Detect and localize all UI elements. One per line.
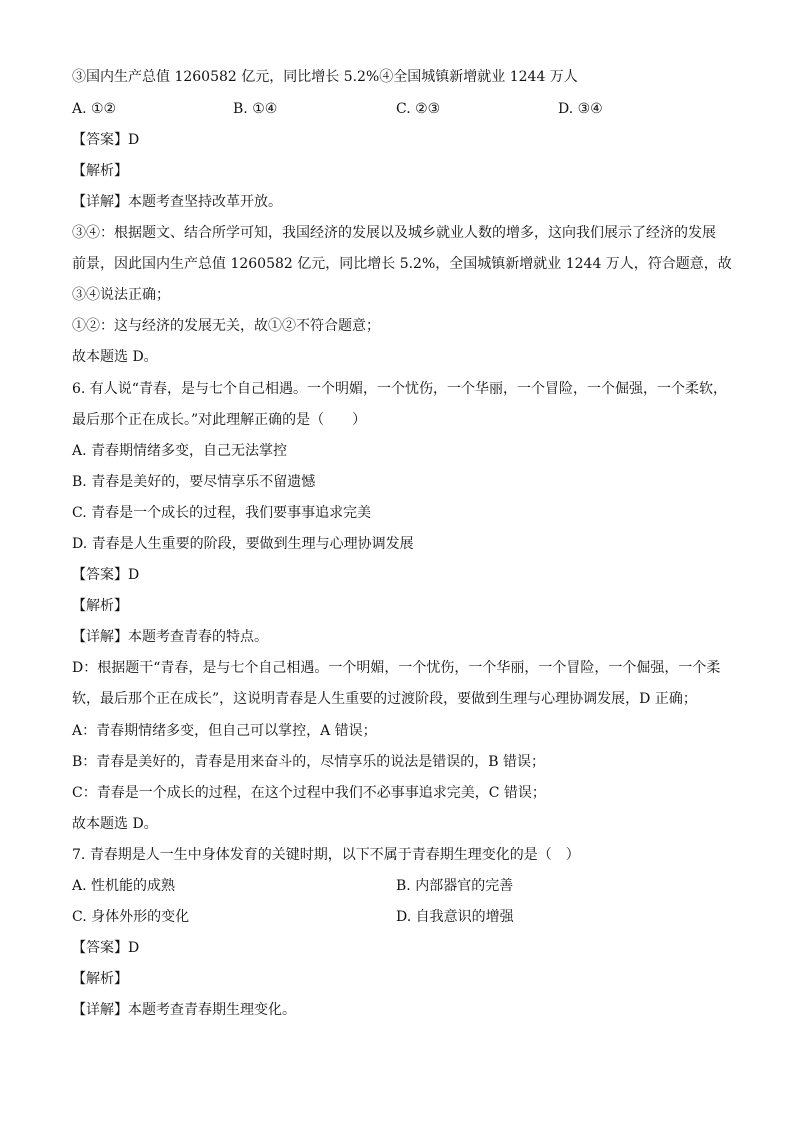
q5-options-line: ③国内生产总值 1260582 亿元，同比增长 5.2%④全国城镇新增就业 1244 万人	[72, 69, 578, 85]
q6-stem-line: 最后那个正在成长。”对此理解正确的是（ ）	[72, 412, 367, 428]
q5-detail: 【详解】本题考查坚持改革开放。	[72, 194, 282, 210]
q7-analysis-label: 【解析】	[72, 971, 128, 987]
q5-explanation-line: ③④：根据题文、结合所学可知，我国经济的发展以及城乡就业人数的增多，这向我们展示了经济的发展	[72, 225, 716, 241]
q7-choice-c: C. 身体外形的变化	[72, 909, 190, 925]
q6-answer: 【答案】D	[72, 567, 140, 583]
q6-choice-d: D. 青春是人生重要的阶段，要做到生理与心理协调发展	[72, 536, 414, 552]
q7-stem: 7. 青春期是人一生中身体发育的关键时期，以下不属于青春期生理变化的是（ ）	[72, 847, 580, 863]
q7-answer: 【答案】D	[72, 940, 140, 956]
q6-explanation-line: D：根据题干“青春，是与七个自己相遇。一个明媚，一个忧伤，一个华丽，一个冒险，一个倔强，一个柔	[72, 660, 721, 676]
q5-choice-d: D. ③④	[558, 101, 603, 117]
q5-answer: 【答案】D	[72, 132, 140, 148]
q5-choice-a: A. ①②	[72, 101, 117, 117]
q6-analysis-label: 【解析】	[72, 598, 128, 614]
q6-conclusion: 故本题选 D。	[72, 816, 158, 832]
q7-detail: 【详解】本题考查青春期生理变化。	[72, 1002, 296, 1018]
q6-explanation-line: B：青春是美好的，青春是用来奋斗的，尽情享乐的说法是错误的，B 错误；	[72, 754, 546, 770]
q6-detail: 【详解】本题考查青春的特点。	[72, 629, 268, 645]
q7-choice-a: A. 性机能的成熟	[72, 878, 176, 894]
q5-explanation-line: ①②：这与经济的发展无关，故①②不符合题意；	[72, 318, 380, 334]
q6-stem-line: 6. 有人说“青春，是与七个自己相遇。一个明媚，一个忧伤，一个华丽，一个冒险，一个倔强，一个柔软，	[72, 381, 727, 397]
q6-choice-a: A. 青春期情绪多变，自己无法掌控	[72, 443, 288, 459]
q5-explanation-line: ③④说法正确；	[72, 287, 170, 303]
q6-explanation-line: 软，最后那个正在成长”，这说明青春是人生重要的过渡阶段，要做到生理与心理协调发展，D 正确；	[72, 691, 697, 707]
q6-explanation-line: A：青春期情绪多变，但自己可以掌控，A 错误；	[72, 723, 377, 739]
q5-choice-c: C. ②③	[396, 101, 441, 117]
q5-analysis-label: 【解析】	[72, 163, 128, 179]
q5-explanation-line: 前景，因此国内生产总值 1260582 亿元，同比增长 5.2%，全国城镇新增就业 1244 万人，符合题意，故	[72, 256, 732, 272]
q5-conclusion: 故本题选 D。	[72, 349, 158, 365]
q6-choice-b: B. 青春是美好的，要尽情享乐不留遗憾	[72, 474, 316, 490]
q6-choice-c: C. 青春是一个成长的过程，我们要事事追求完美	[72, 505, 372, 521]
q5-choice-b: B. ①④	[233, 101, 278, 117]
q6-explanation-line: C：青春是一个成长的过程，在这个过程中我们不必事事追求完美，C 错误；	[72, 785, 546, 801]
q7-choice-b: B. 内部器官的完善	[396, 878, 514, 894]
q7-choice-d: D. 自我意识的增强	[396, 909, 514, 925]
